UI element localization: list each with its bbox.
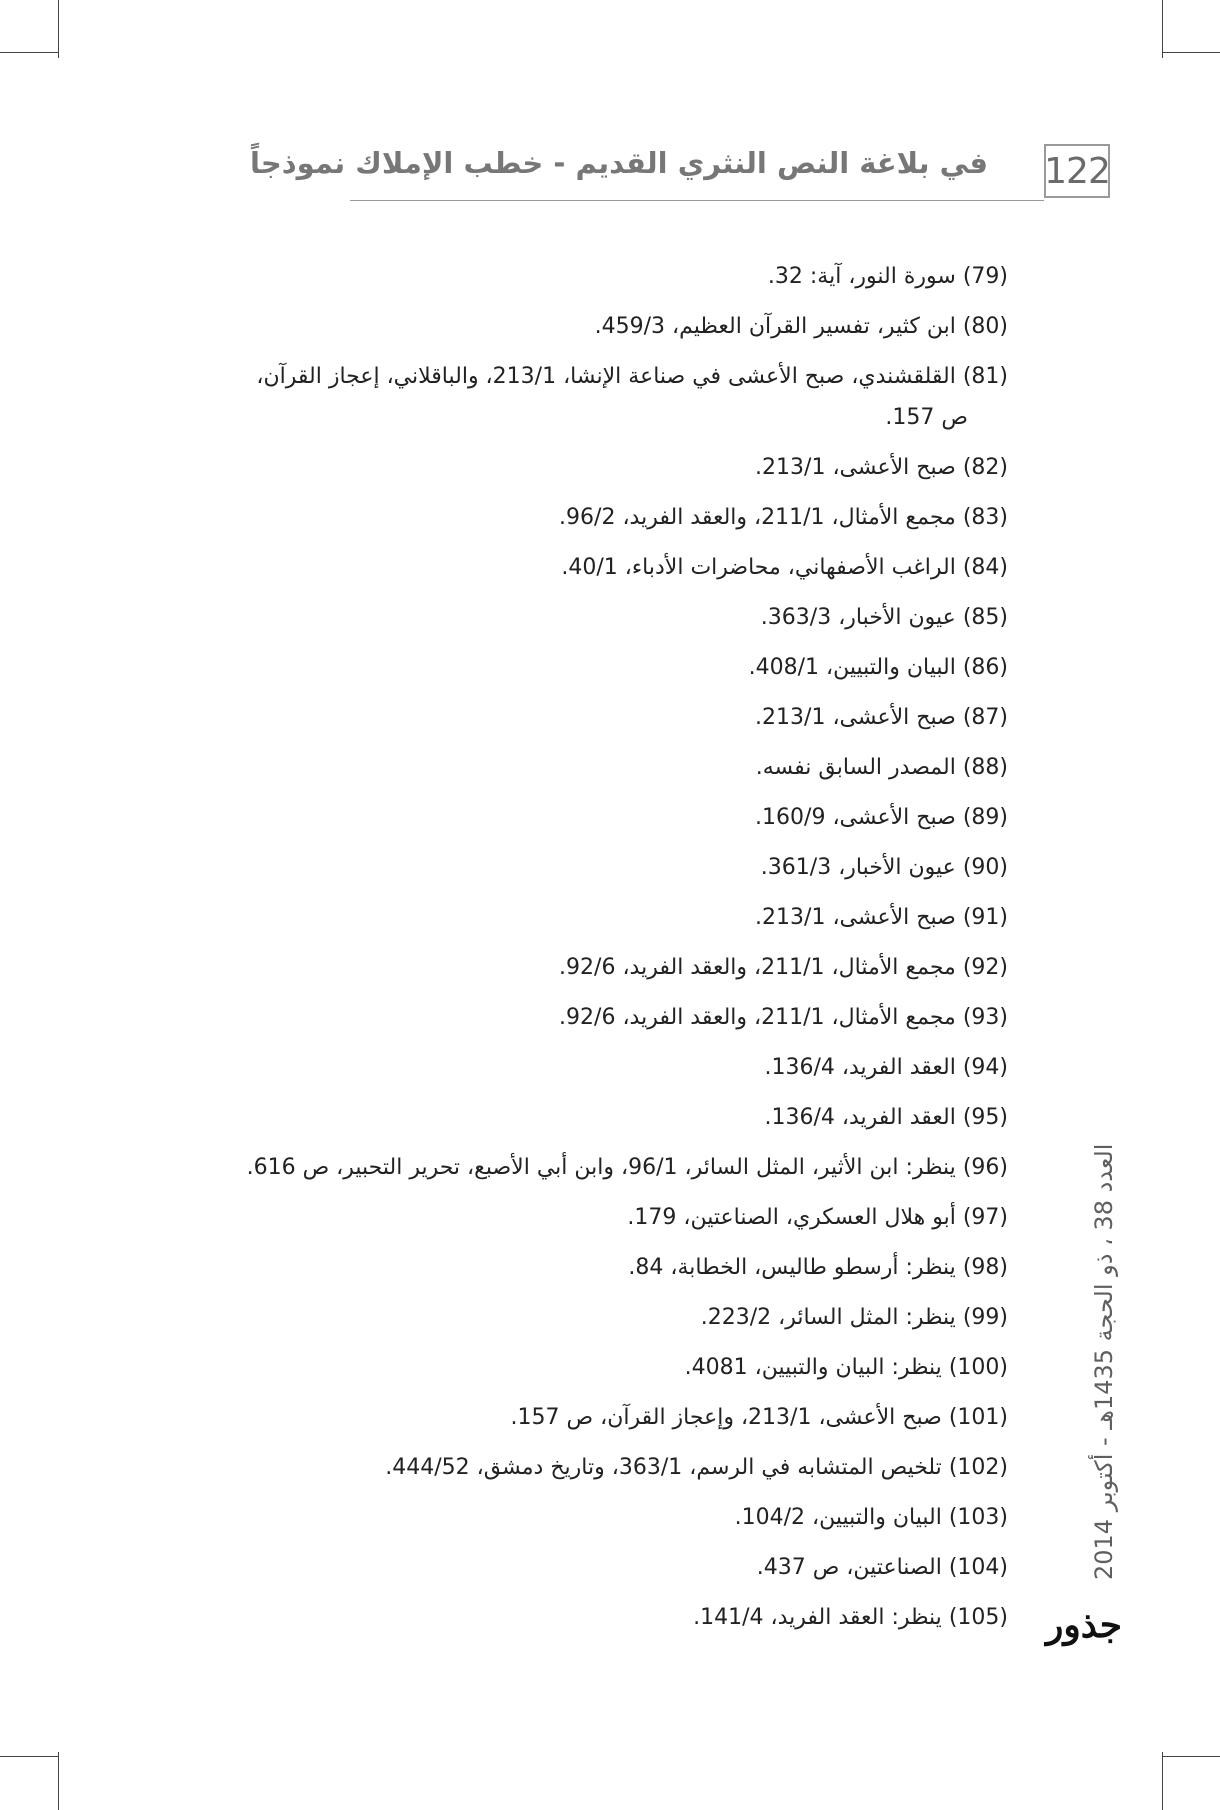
- crop-mark: [1162, 52, 1220, 53]
- endnote-number: (100): [948, 1355, 1008, 1380]
- endnote-text: صبح الأعشى، 213/1.: [755, 905, 956, 930]
- endnote-item: [160, 947, 1010, 988]
- endnote-text: مجمع الأمثال، 211/1، والعقد الفريد، 92/6.: [559, 955, 956, 980]
- endnote-number: (97): [962, 1205, 1008, 1230]
- issue-info: العدد 38 ، ذو الحجة 1435هـ - أكتوبر 2014: [1090, 1143, 1118, 1580]
- endnote-number: (95): [962, 1105, 1008, 1130]
- endnote-continuation: ص 157.: [885, 405, 968, 430]
- running-title: في بلاغة النص النثري القديم - خطب الإملاك نموذجاً: [250, 146, 988, 180]
- endnote-item: [160, 256, 1010, 297]
- endnote-text: عيون الأخبار، 363/3.: [760, 605, 956, 630]
- endnote-item: [160, 597, 1010, 638]
- endnote-item: [160, 747, 1010, 788]
- endnote-item: [160, 847, 1010, 888]
- endnote-number: (79): [962, 264, 1008, 289]
- endnote-text: الصناعتين، ص 437.: [756, 1555, 942, 1580]
- endnote-item: [160, 547, 1010, 588]
- endnote-number: (93): [962, 1005, 1008, 1030]
- endnote-text: ابن كثير، تفسير القرآن العظيم، 459/3.: [594, 314, 956, 339]
- endnote-item: [160, 1497, 1010, 1538]
- endnote-number: (84): [962, 555, 1008, 580]
- header-rule: [350, 200, 1044, 201]
- endnote-number: (96): [962, 1155, 1008, 1180]
- crop-mark: [0, 1756, 58, 1757]
- endnote-item: [160, 1397, 1010, 1438]
- endnote-text: ينظر: العقد الفريد، 141/4.: [693, 1605, 942, 1630]
- endnote-number: (94): [962, 1055, 1008, 1080]
- endnote-item: [160, 306, 1010, 347]
- endnote-item: [160, 1147, 1010, 1188]
- endnote-text: مجمع الأمثال، 211/1، والعقد الفريد، 92/6.: [559, 1005, 956, 1030]
- endnote-number: (86): [962, 655, 1008, 680]
- page-number: 122: [1044, 144, 1110, 198]
- endnote-item: [160, 1097, 1010, 1138]
- endnote-text: ينظر: ابن الأثير، المثل السائر، 96/1، وابن أبي الأصبع، تحرير التحبير، ص 616.: [246, 1155, 956, 1180]
- endnote-item: [160, 497, 1010, 538]
- endnote-number: (85): [962, 605, 1008, 630]
- endnote-item: [160, 697, 1010, 738]
- endnote-number: (92): [962, 955, 1008, 980]
- endnote-text: ينظر: البيان والتبيين، 4081.: [684, 1355, 942, 1380]
- crop-mark: [0, 52, 58, 53]
- crop-mark: [1162, 1752, 1163, 1810]
- endnote-number: (104): [948, 1555, 1008, 1580]
- endnote-item: [160, 997, 1010, 1038]
- crop-mark: [58, 1752, 59, 1810]
- endnote-item: [160, 1297, 1010, 1338]
- endnote-text: المصدر السابق نفسه.: [755, 755, 956, 780]
- endnote-text: صبح الأعشى، 160/9.: [755, 805, 956, 830]
- crop-mark: [1162, 0, 1163, 58]
- endnote-item: [160, 1047, 1010, 1088]
- crop-mark: [58, 0, 59, 58]
- endnote-text: سورة النور، آية: 32.: [767, 264, 956, 289]
- endnote-text: تلخيص المتشابه في الرسم، 363/1، وتاريخ دمشق، 444/52.: [385, 1455, 942, 1480]
- endnote-text: أبو هلال العسكري، الصناعتين، 179.: [627, 1205, 956, 1230]
- endnote-item: [160, 647, 1010, 688]
- endnote-text: البيان والتبيين، 104/2.: [734, 1505, 942, 1530]
- endnote-number: (88): [962, 755, 1008, 780]
- endnote-number: (81): [962, 364, 1008, 389]
- endnote-text: البيان والتبيين، 408/1.: [748, 655, 956, 680]
- endnote-text: ينظر: المثل السائر، 223/2.: [700, 1305, 956, 1330]
- endnote-text: مجمع الأمثال، 211/1، والعقد الفريد، 96/2.: [559, 505, 956, 530]
- endnote-item: [160, 447, 1010, 488]
- endnote-item: [160, 897, 1010, 938]
- endnote-item: [160, 356, 1010, 438]
- endnote-item: [160, 1197, 1010, 1238]
- endnote-number: (90): [962, 855, 1008, 880]
- endnote-number: (101): [948, 1405, 1008, 1430]
- crop-mark: [1162, 1756, 1220, 1757]
- endnotes-list: [160, 256, 1010, 1647]
- endnote-text: صبح الأعشى، 213/1.: [755, 705, 956, 730]
- endnote-number: (82): [962, 455, 1008, 480]
- journal-logo: جذور: [1046, 1604, 1122, 1646]
- endnote-text: عيون الأخبار، 361/3.: [760, 855, 956, 880]
- endnote-number: (87): [962, 705, 1008, 730]
- endnote-number: (80): [962, 314, 1008, 339]
- endnote-number: (89): [962, 805, 1008, 830]
- endnote-item: [160, 1597, 1010, 1638]
- endnote-item: [160, 1547, 1010, 1588]
- endnote-text: العقد الفريد، 136/4.: [764, 1105, 956, 1130]
- endnote-text: ينظر: أرسطو طاليس، الخطابة، 84.: [628, 1255, 956, 1280]
- endnote-number: (83): [962, 505, 1008, 530]
- endnote-number: (105): [948, 1605, 1008, 1630]
- endnote-number: (102): [948, 1455, 1008, 1480]
- endnote-text: الراغب الأصفهاني، محاضرات الأدباء، 40/1.: [561, 555, 956, 580]
- endnote-item: [160, 797, 1010, 838]
- endnote-text: العقد الفريد، 136/4.: [764, 1055, 956, 1080]
- endnote-number: (99): [962, 1305, 1008, 1330]
- endnote-number: (103): [948, 1505, 1008, 1530]
- endnote-number: (98): [962, 1255, 1008, 1280]
- endnote-item: [160, 1347, 1010, 1388]
- endnote-text: صبح الأعشى، 213/1.: [755, 455, 956, 480]
- endnote-item: [160, 1447, 1010, 1488]
- endnote-text: القلقشندي، صبح الأعشى في صناعة الإنشا، 213/1، والباقلاني، إعجاز القرآن،: [256, 364, 956, 389]
- endnote-text: صبح الأعشى، 213/1، وإعجاز القرآن، ص 157.: [510, 1405, 942, 1430]
- endnote-item: [160, 1247, 1010, 1288]
- endnote-number: (91): [962, 905, 1008, 930]
